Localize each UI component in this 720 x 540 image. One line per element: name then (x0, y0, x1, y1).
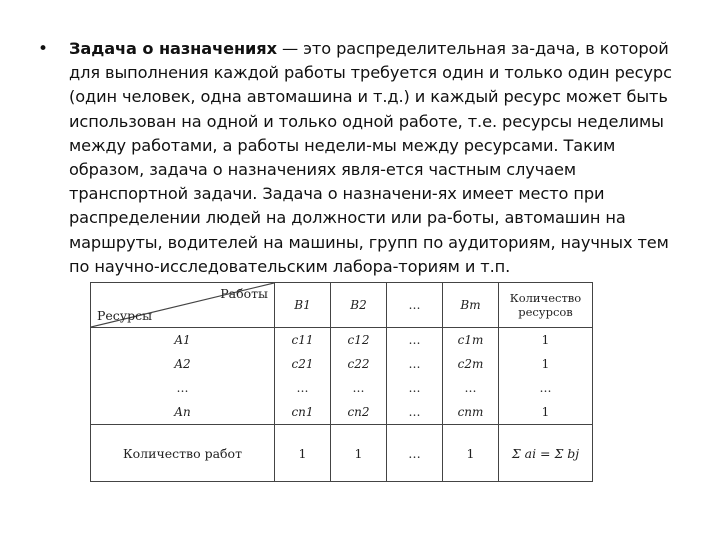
bold-term: Задача о назначениях (69, 39, 277, 58)
table-cell: c2m (443, 352, 499, 376)
bullet-paragraph (69, 37, 689, 279)
bullet-marker: • (38, 39, 49, 59)
table-row (91, 376, 593, 400)
qty-cell: … (499, 376, 593, 400)
column-header: B2 (331, 283, 387, 328)
table-cell: … (387, 328, 443, 353)
row-label: … (91, 376, 275, 400)
paragraph-text: — это распределительная за-дача, в которой для выполнения каждой работы требуется один и только один ресурс (один человек, одна автомашина и т.д.) и каждый ресурс может быть использован на одной и только одной работе, т.е. ресурсы неделимы между работами, а работы недели-мы между ресурсами. Таким образом, задача о назначениях явля-ется частным случаем транспортной задачи. Задача о назначени-ях имеет место при распределении людей на должности или ра-боты, автомашин на маршруты, водителей на машины, групп по аудиториям, научных тем по научно-исследовательским лабора-ториям и т.п. (69, 39, 672, 276)
total-cell: 1 (331, 425, 387, 482)
table-row (91, 328, 593, 353)
total-cell: 1 (443, 425, 499, 482)
table-cell: c22 (331, 352, 387, 376)
column-header: … (387, 283, 443, 328)
table-cell: c1m (443, 328, 499, 353)
sum-formula: Σ ai = Σ bj (499, 425, 593, 482)
corner-label-works: Работы (220, 286, 268, 301)
table-cell: c12 (331, 328, 387, 353)
assignment-table (90, 282, 592, 482)
table-cell: cn1 (275, 400, 331, 425)
total-cell: … (387, 425, 443, 482)
table-cell: … (387, 400, 443, 425)
qty-cell: 1 (499, 328, 593, 353)
row-label: A2 (91, 352, 275, 376)
qty-header (499, 283, 593, 328)
column-header: Bm (443, 283, 499, 328)
corner-label-resources: Ресурсы (97, 308, 153, 323)
qty-header-line2: ресурсов (518, 305, 573, 319)
table-cell: … (387, 376, 443, 400)
corner-cell (91, 283, 275, 328)
table-cell: cnm (443, 400, 499, 425)
row-label: An (91, 400, 275, 425)
total-row (91, 425, 593, 482)
qty-header-line1: Количество (509, 291, 582, 305)
column-header: B1 (275, 283, 331, 328)
table-cell: … (387, 352, 443, 376)
table-cell: c11 (275, 328, 331, 353)
total-label: Количество работ (91, 425, 275, 482)
row-label: A1 (91, 328, 275, 353)
qty-cell: 1 (499, 352, 593, 376)
table-row (91, 400, 593, 425)
table-cell: … (275, 376, 331, 400)
table-cell: … (331, 376, 387, 400)
total-cell: 1 (275, 425, 331, 482)
qty-cell: 1 (499, 400, 593, 425)
table-cell: cn2 (331, 400, 387, 425)
table-cell: c21 (275, 352, 331, 376)
table-row (91, 352, 593, 376)
table-cell: … (443, 376, 499, 400)
